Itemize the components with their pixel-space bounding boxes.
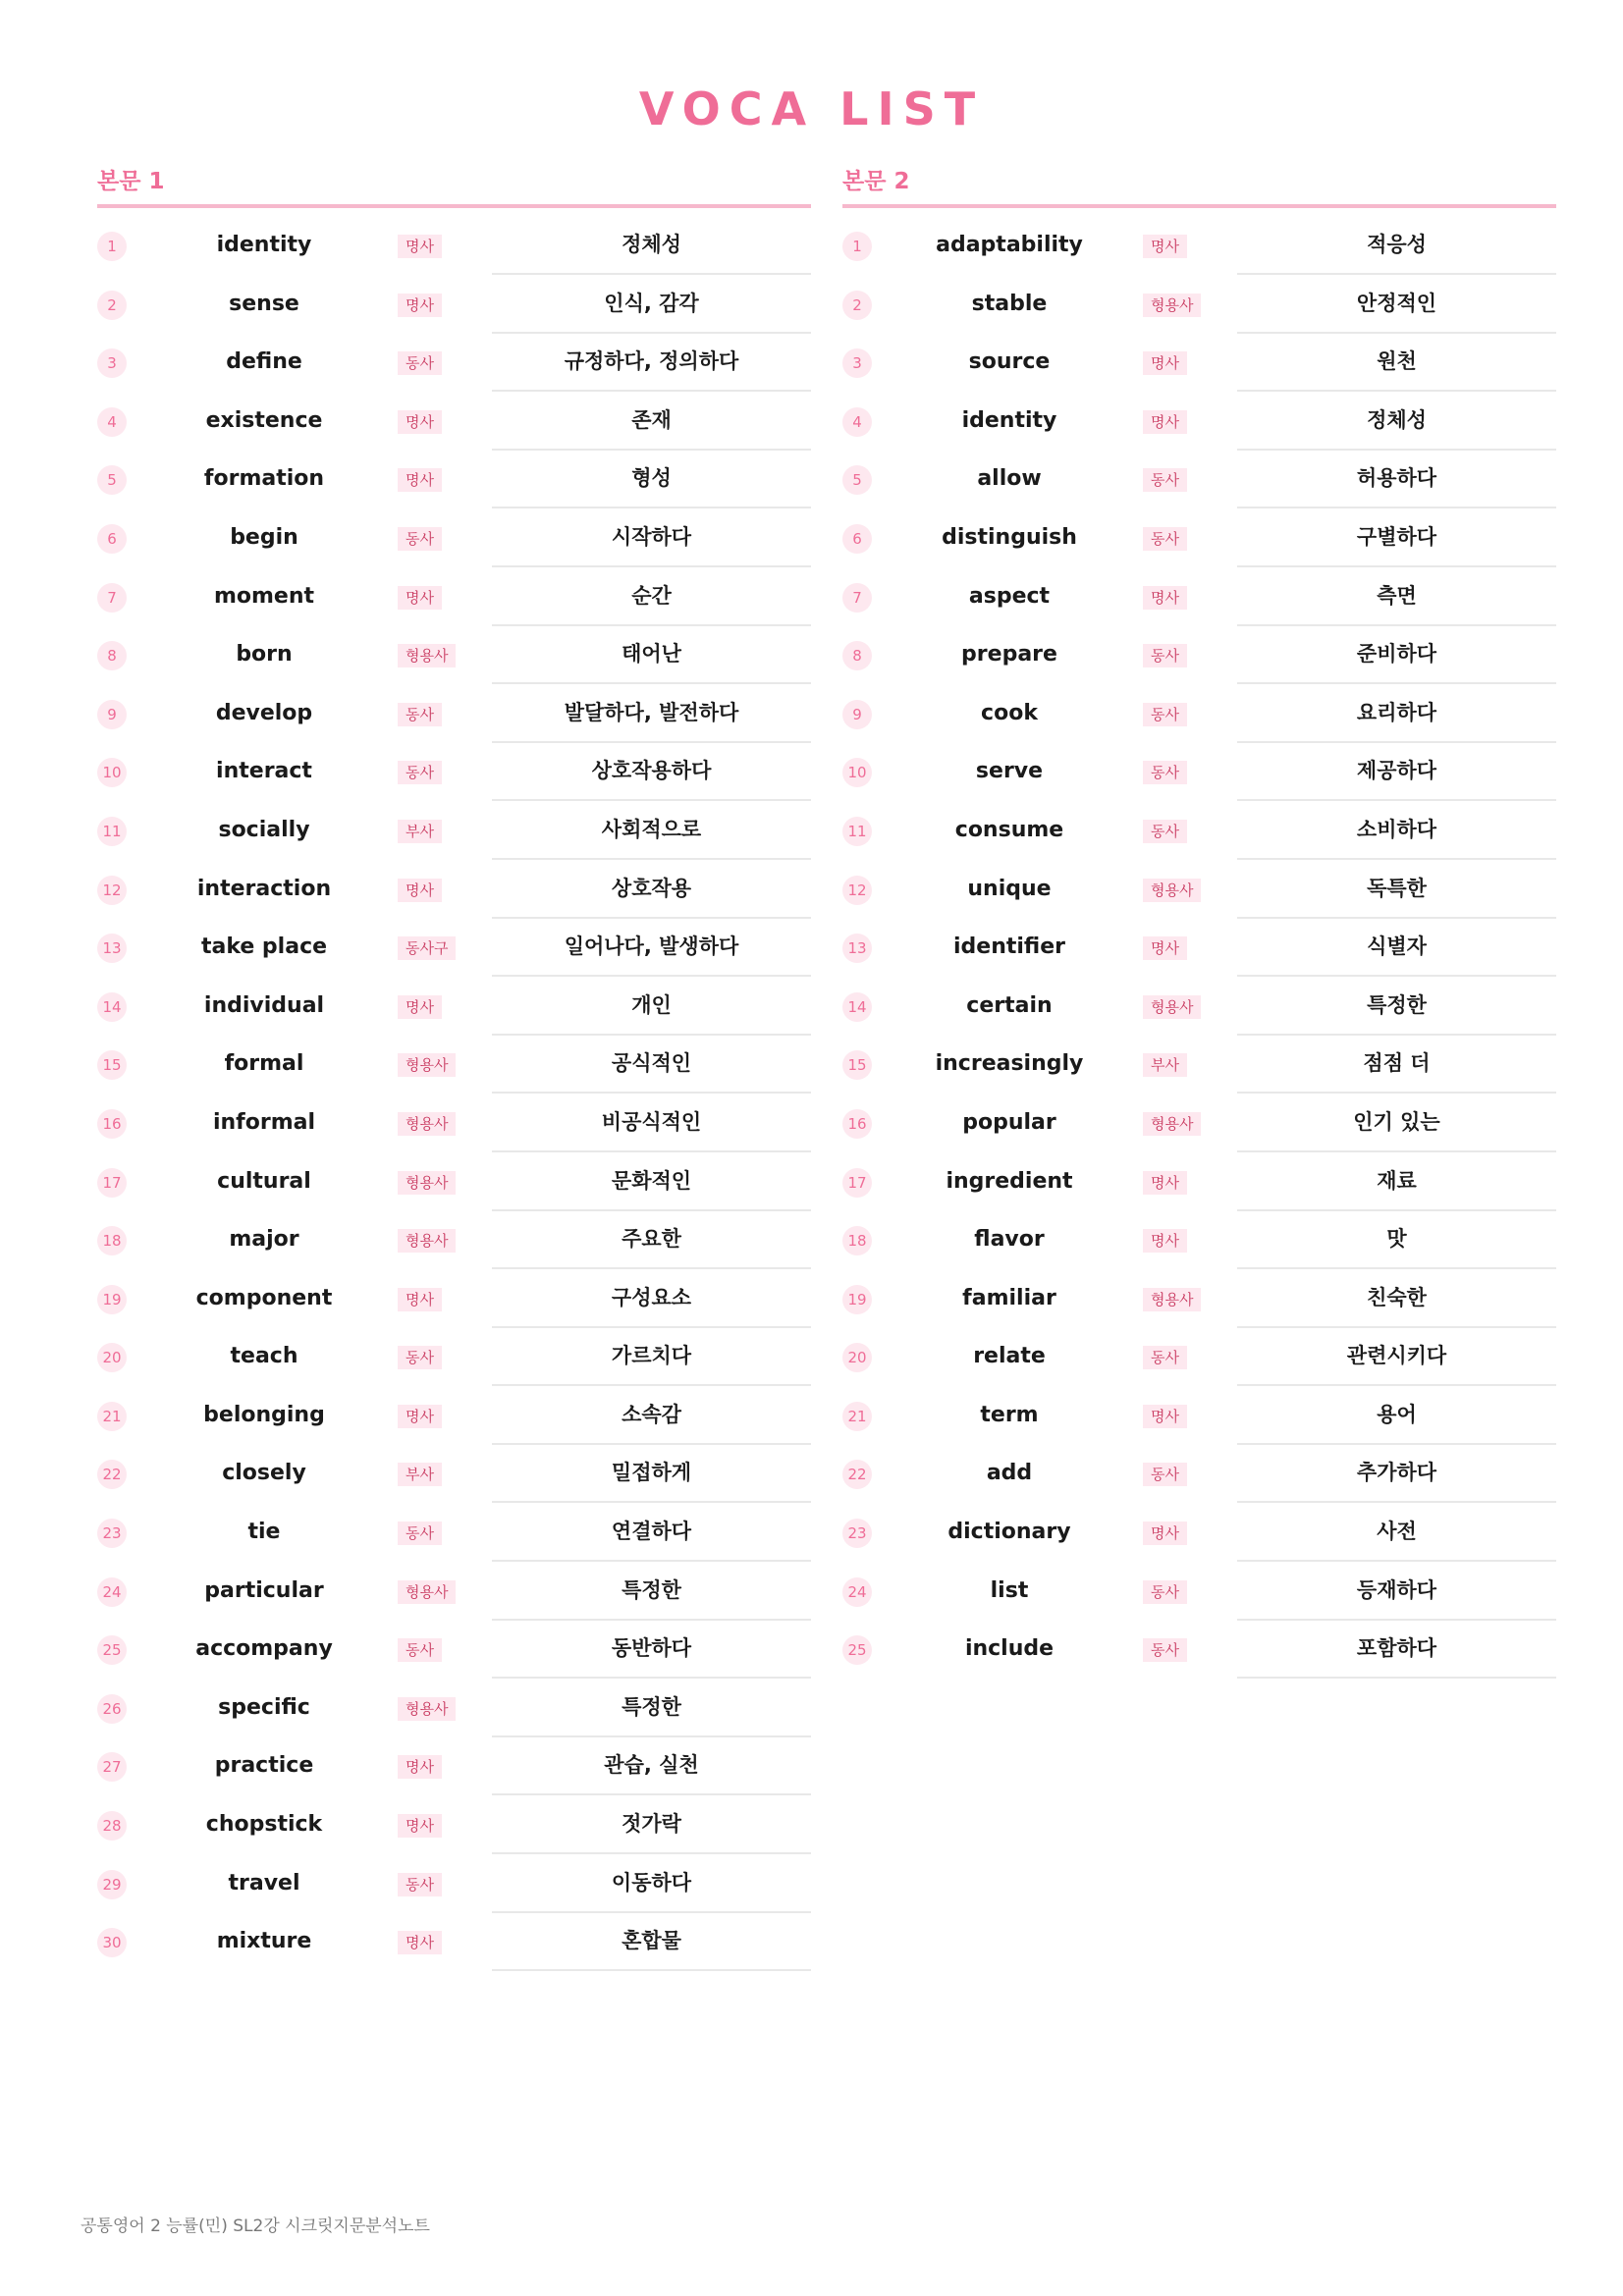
vocab-row (97, 1854, 811, 1913)
vocab-row (97, 1444, 811, 1503)
section-2 (842, 165, 1556, 1679)
vocab-row (842, 1094, 1556, 1152)
entry-number: 6 (97, 524, 127, 554)
entry-meaning: 일어나다, 발생하다 (492, 918, 811, 977)
entry-meaning: 원천 (1237, 333, 1556, 392)
vocab-row (97, 1094, 811, 1152)
part-of-speech-badge: 부사 (398, 820, 442, 843)
entry-number: 14 (97, 992, 127, 1022)
entry-meaning: 용어 (1237, 1386, 1556, 1445)
entry-word: major (229, 1227, 299, 1253)
vocab-row (97, 1620, 811, 1679)
part-of-speech-badge: 명사 (398, 879, 442, 902)
part-of-speech-badge: 명사 (398, 1755, 442, 1779)
entry-meaning: 허용하다 (1237, 450, 1556, 508)
vocab-row (842, 1210, 1556, 1269)
vocab-row (842, 508, 1556, 567)
entry-word: define (226, 349, 302, 375)
entry-word: flavor (974, 1227, 1045, 1253)
entry-word: teach (230, 1344, 298, 1369)
entry-number: 22 (97, 1460, 127, 1489)
vocab-row (97, 333, 811, 392)
part-of-speech-badge: 명사 (398, 468, 442, 492)
entry-word: formal (224, 1051, 304, 1077)
entry-word: mixture (216, 1929, 312, 1954)
entry-number: 3 (842, 348, 872, 378)
part-of-speech-badge: 부사 (1143, 1053, 1187, 1077)
entry-meaning: 등재하다 (1237, 1562, 1556, 1621)
vocab-row (842, 684, 1556, 743)
entry-number: 8 (842, 641, 872, 670)
entry-meaning: 규정하다, 정의하다 (492, 333, 811, 392)
entry-word: moment (213, 583, 315, 609)
entry-number: 13 (842, 934, 872, 963)
part-of-speech-badge: 동사 (1143, 644, 1187, 667)
entry-number: 22 (842, 1460, 872, 1489)
entry-meaning: 인기 있는 (1237, 1094, 1556, 1152)
entry-word: born (236, 642, 293, 667)
entry-number: 17 (97, 1168, 127, 1198)
entry-word: sense (229, 291, 299, 316)
entry-number: 20 (842, 1343, 872, 1372)
entry-meaning: 독특한 (1237, 860, 1556, 919)
vocab-row (842, 801, 1556, 860)
part-of-speech-badge: 동사 (1143, 703, 1187, 726)
vocab-row (97, 1795, 811, 1854)
part-of-speech-badge: 명사 (398, 1931, 442, 1954)
page-footer: 공통영어 2 능률(민) SL2강 시크릿지문분석노트 (81, 2216, 430, 2236)
entry-word: aspect (968, 583, 1051, 609)
vocab-row (97, 1327, 811, 1386)
entry-word: familiar (962, 1285, 1056, 1310)
vocab-row (97, 742, 811, 801)
entry-word: socially (218, 817, 310, 842)
entry-number: 7 (97, 583, 127, 613)
vocab-row (842, 216, 1556, 275)
vocab-row (97, 1736, 811, 1795)
entry-number: 16 (97, 1109, 127, 1139)
page-title: VOCA LIST (638, 82, 985, 135)
entry-meaning: 비공식적인 (492, 1094, 811, 1152)
entry-word: tie (247, 1520, 281, 1545)
entry-word: identifier (952, 934, 1065, 960)
vocab-row (97, 1210, 811, 1269)
part-of-speech-badge: 형용사 (1143, 1112, 1201, 1136)
part-of-speech-badge: 동사 (1143, 820, 1187, 843)
part-of-speech-badge: 명사 (1143, 586, 1187, 610)
entry-number: 24 (842, 1577, 872, 1607)
entry-word: interaction (196, 876, 332, 901)
vocab-row (842, 625, 1556, 684)
part-of-speech-badge: 형용사 (1143, 995, 1201, 1019)
entry-meaning: 상호작용하다 (492, 742, 811, 801)
entry-number: 20 (97, 1343, 127, 1372)
entry-word: distinguish (942, 524, 1077, 550)
entry-word: allow (977, 466, 1042, 492)
entry-meaning: 발달하다, 발전하다 (492, 684, 811, 743)
vocab-row (97, 684, 811, 743)
vocab-row (97, 625, 811, 684)
vocab-row (842, 333, 1556, 392)
entry-number: 1 (97, 232, 127, 261)
entry-word: individual (203, 992, 325, 1018)
entry-meaning: 특정한 (492, 1679, 811, 1737)
vocab-row (842, 742, 1556, 801)
entry-meaning: 소비하다 (1237, 801, 1556, 860)
part-of-speech-badge: 형용사 (398, 1112, 456, 1136)
entry-number: 23 (842, 1519, 872, 1548)
entry-word: informal (212, 1109, 316, 1135)
part-of-speech-badge: 명사 (398, 995, 442, 1019)
vocab-row (97, 216, 811, 275)
entry-meaning: 형성 (492, 450, 811, 508)
vocab-row (842, 977, 1556, 1036)
entry-meaning: 이동하다 (492, 1854, 811, 1913)
entry-word: adaptability (936, 233, 1083, 257)
vocab-row (97, 1035, 811, 1094)
vocab-row (97, 275, 811, 334)
entry-word: particular (204, 1577, 324, 1603)
part-of-speech-badge: 명사 (398, 294, 442, 317)
entry-meaning: 관습, 실천 (492, 1736, 811, 1795)
entry-word: accompany (195, 1636, 333, 1662)
entry-word: list (990, 1577, 1029, 1603)
entry-word: stable (971, 291, 1048, 316)
part-of-speech-badge: 동사 (1143, 527, 1187, 551)
part-of-speech-badge: 형용사 (1143, 1288, 1201, 1311)
vocab-row (97, 567, 811, 626)
entry-number: 17 (842, 1168, 872, 1198)
entry-meaning: 시작하다 (492, 508, 811, 567)
part-of-speech-badge: 형용사 (1143, 879, 1201, 902)
entry-number: 21 (97, 1402, 127, 1431)
vocab-row (842, 1503, 1556, 1562)
entry-meaning: 점점 더 (1237, 1035, 1556, 1094)
part-of-speech-badge: 형용사 (398, 644, 456, 667)
vocab-row (842, 1327, 1556, 1386)
entry-word: practice (214, 1753, 314, 1779)
entry-meaning: 특정한 (1237, 977, 1556, 1036)
vocab-row (842, 1386, 1556, 1445)
vocab-row (842, 1152, 1556, 1211)
entry-meaning: 구성요소 (492, 1269, 811, 1328)
part-of-speech-badge: 형용사 (398, 1171, 456, 1195)
part-of-speech-badge: 명사 (398, 1288, 442, 1311)
entry-meaning: 젓가락 (492, 1795, 811, 1854)
vocab-row (97, 1562, 811, 1621)
entry-meaning: 제공하다 (1237, 742, 1556, 801)
part-of-speech-badge: 부사 (398, 1463, 442, 1486)
entry-number: 12 (842, 876, 872, 905)
entry-word: consume (954, 817, 1064, 842)
entry-number: 29 (97, 1870, 127, 1899)
entry-number: 13 (97, 934, 127, 963)
entry-number: 28 (97, 1811, 127, 1841)
part-of-speech-badge: 명사 (398, 1405, 442, 1428)
entry-meaning: 정체성 (1237, 392, 1556, 451)
part-of-speech-badge: 동사 (398, 527, 442, 551)
part-of-speech-badge: 명사 (398, 235, 442, 258)
entry-meaning: 순간 (492, 567, 811, 626)
part-of-speech-badge: 동사 (1143, 1580, 1187, 1604)
vocab-row (842, 1620, 1556, 1679)
part-of-speech-badge: 동사 (398, 1638, 442, 1662)
entry-word: existence (205, 407, 323, 433)
vocab-row (97, 450, 811, 508)
entry-meaning: 요리하다 (1237, 684, 1556, 743)
part-of-speech-badge: 명사 (1143, 936, 1187, 960)
entry-meaning: 추가하다 (1237, 1444, 1556, 1503)
entry-number: 25 (842, 1635, 872, 1665)
entry-meaning: 정체성 (492, 216, 811, 275)
entry-word: closely (222, 1461, 306, 1486)
part-of-speech-badge: 형용사 (398, 1229, 456, 1253)
entry-number: 27 (97, 1752, 127, 1782)
vocab-row (842, 1562, 1556, 1621)
entry-number: 1 (842, 232, 872, 261)
entry-number: 10 (842, 758, 872, 787)
entry-meaning: 공식적인 (492, 1035, 811, 1094)
entry-meaning: 가르치다 (492, 1327, 811, 1386)
entry-number: 10 (97, 758, 127, 787)
entry-meaning: 주요한 (492, 1210, 811, 1269)
vocab-row (842, 918, 1556, 977)
section-1 (97, 165, 811, 1971)
entry-word: unique (967, 876, 1052, 901)
vocab-row (97, 977, 811, 1036)
entry-meaning: 인식, 감각 (492, 275, 811, 334)
part-of-speech-badge: 동사 (1143, 1463, 1187, 1486)
part-of-speech-badge: 명사 (1143, 1405, 1187, 1428)
entry-meaning: 특정한 (492, 1562, 811, 1621)
part-of-speech-badge: 명사 (1143, 1171, 1187, 1195)
entry-number: 8 (97, 641, 127, 670)
entry-word: specific (218, 1694, 310, 1720)
entry-word: certain (966, 992, 1053, 1018)
entry-word: identity (961, 407, 1057, 433)
vocab-row (842, 1269, 1556, 1328)
entry-number: 26 (97, 1694, 127, 1724)
part-of-speech-badge: 동사 (398, 1873, 442, 1896)
entry-word: prepare (961, 642, 1057, 667)
vocab-row (842, 275, 1556, 334)
entry-word: term (980, 1402, 1039, 1427)
entry-number: 19 (97, 1285, 127, 1314)
entry-word: belonging (203, 1402, 325, 1427)
entry-word: develop (215, 700, 313, 725)
vocab-row (97, 1269, 811, 1328)
part-of-speech-badge: 명사 (1143, 410, 1187, 434)
entry-number: 18 (842, 1226, 872, 1255)
entry-number: 25 (97, 1635, 127, 1665)
entry-number: 21 (842, 1402, 872, 1431)
entry-word: chopstick (205, 1812, 323, 1838)
entry-number: 12 (97, 876, 127, 905)
vocab-row (97, 1912, 811, 1971)
entry-meaning: 밀접하게 (492, 1444, 811, 1503)
vocab-row (842, 1035, 1556, 1094)
entry-word: interact (216, 759, 312, 784)
part-of-speech-badge: 명사 (1143, 1229, 1187, 1253)
entry-number: 11 (842, 817, 872, 846)
entry-number: 23 (97, 1519, 127, 1548)
vocab-row (842, 860, 1556, 919)
vocab-row (842, 1444, 1556, 1503)
entry-meaning: 존재 (492, 392, 811, 451)
entry-number: 9 (97, 700, 127, 729)
entry-number: 15 (842, 1050, 872, 1080)
entry-number: 9 (842, 700, 872, 729)
vocab-row (97, 1503, 811, 1562)
entry-number: 5 (97, 465, 127, 495)
entry-meaning: 식별자 (1237, 918, 1556, 977)
entry-word: begin (230, 524, 298, 550)
entry-word: serve (975, 759, 1044, 784)
entry-number: 15 (97, 1050, 127, 1080)
part-of-speech-badge: 형용사 (398, 1053, 456, 1077)
part-of-speech-badge: 동사 (398, 703, 442, 726)
section-heading: 본문 2 (842, 165, 1556, 208)
entry-meaning: 구별하다 (1237, 508, 1556, 567)
entry-meaning: 재료 (1237, 1152, 1556, 1211)
part-of-speech-badge: 동사 (398, 351, 442, 375)
entry-number: 4 (97, 407, 127, 437)
entry-meaning: 상호작용 (492, 860, 811, 919)
entry-meaning: 동반하다 (492, 1620, 811, 1679)
entry-meaning: 관련시키다 (1237, 1327, 1556, 1386)
entry-word: ingredient (946, 1168, 1073, 1194)
entry-meaning: 준비하다 (1237, 625, 1556, 684)
vocab-row (97, 392, 811, 451)
entry-word: include (964, 1636, 1055, 1662)
vocab-row (842, 567, 1556, 626)
entry-meaning: 문화적인 (492, 1152, 811, 1211)
entry-number: 18 (97, 1226, 127, 1255)
vocab-row (97, 508, 811, 567)
part-of-speech-badge: 명사 (398, 1814, 442, 1838)
entry-meaning: 친숙한 (1237, 1269, 1556, 1328)
vocab-row (97, 860, 811, 919)
entry-number: 24 (97, 1577, 127, 1607)
part-of-speech-badge: 형용사 (398, 1580, 456, 1604)
entry-word: cook (981, 700, 1038, 725)
part-of-speech-badge: 동사 (398, 1522, 442, 1545)
vocab-list (842, 216, 1556, 1679)
part-of-speech-badge: 동사 (1143, 1638, 1187, 1662)
entry-word: component (195, 1285, 333, 1310)
entry-meaning: 포함하다 (1237, 1620, 1556, 1679)
entry-word: cultural (217, 1168, 311, 1194)
entry-word: relate (973, 1344, 1046, 1369)
entry-meaning: 태어난 (492, 625, 811, 684)
vocab-row (97, 1679, 811, 1737)
entry-meaning: 적응성 (1237, 216, 1556, 275)
entry-number: 16 (842, 1109, 872, 1139)
entry-meaning: 측면 (1237, 567, 1556, 626)
entry-meaning: 개인 (492, 977, 811, 1036)
entry-number: 19 (842, 1285, 872, 1314)
vocab-row (842, 392, 1556, 451)
part-of-speech-badge: 동사구 (398, 936, 456, 960)
entry-number: 11 (97, 817, 127, 846)
part-of-speech-badge: 명사 (398, 410, 442, 434)
entry-meaning: 연결하다 (492, 1503, 811, 1562)
part-of-speech-badge: 동사 (398, 761, 442, 784)
entry-word: dictionary (947, 1520, 1071, 1545)
part-of-speech-badge: 명사 (1143, 1522, 1187, 1545)
entry-word: source (968, 349, 1051, 375)
part-of-speech-badge: 명사 (398, 586, 442, 610)
entry-number: 14 (842, 992, 872, 1022)
entry-word: add (986, 1461, 1033, 1486)
part-of-speech-badge: 동사 (398, 1346, 442, 1369)
vocab-row (97, 801, 811, 860)
entry-word: identity (216, 233, 312, 257)
vocab-row (97, 918, 811, 977)
entry-word: increasingly (935, 1051, 1084, 1077)
entry-number: 2 (842, 291, 872, 320)
entry-word: take place (200, 934, 328, 960)
entry-meaning: 혼합물 (492, 1912, 811, 1971)
vocab-list (97, 216, 811, 1971)
part-of-speech-badge: 명사 (1143, 235, 1187, 258)
entry-meaning: 사전 (1237, 1503, 1556, 1562)
entry-number: 30 (97, 1928, 127, 1957)
entry-number: 3 (97, 348, 127, 378)
part-of-speech-badge: 동사 (1143, 1346, 1187, 1369)
entry-number: 4 (842, 407, 872, 437)
vocab-row (842, 450, 1556, 508)
entry-meaning: 소속감 (492, 1386, 811, 1445)
entry-word: popular (962, 1109, 1056, 1135)
part-of-speech-badge: 명사 (1143, 351, 1187, 375)
entry-number: 7 (842, 583, 872, 613)
entry-meaning: 맛 (1237, 1210, 1556, 1269)
part-of-speech-badge: 형용사 (1143, 294, 1201, 317)
entry-number: 2 (97, 291, 127, 320)
entry-meaning: 안정적인 (1237, 275, 1556, 334)
part-of-speech-badge: 동사 (1143, 761, 1187, 784)
entry-number: 6 (842, 524, 872, 554)
entry-meaning: 사회적으로 (492, 801, 811, 860)
vocab-row (97, 1152, 811, 1211)
entry-word: formation (203, 466, 325, 492)
vocab-row (97, 1386, 811, 1445)
entry-word: travel (228, 1870, 300, 1896)
entry-number: 5 (842, 465, 872, 495)
section-heading: 본문 1 (97, 165, 811, 208)
part-of-speech-badge: 형용사 (398, 1697, 456, 1721)
part-of-speech-badge: 동사 (1143, 468, 1187, 492)
